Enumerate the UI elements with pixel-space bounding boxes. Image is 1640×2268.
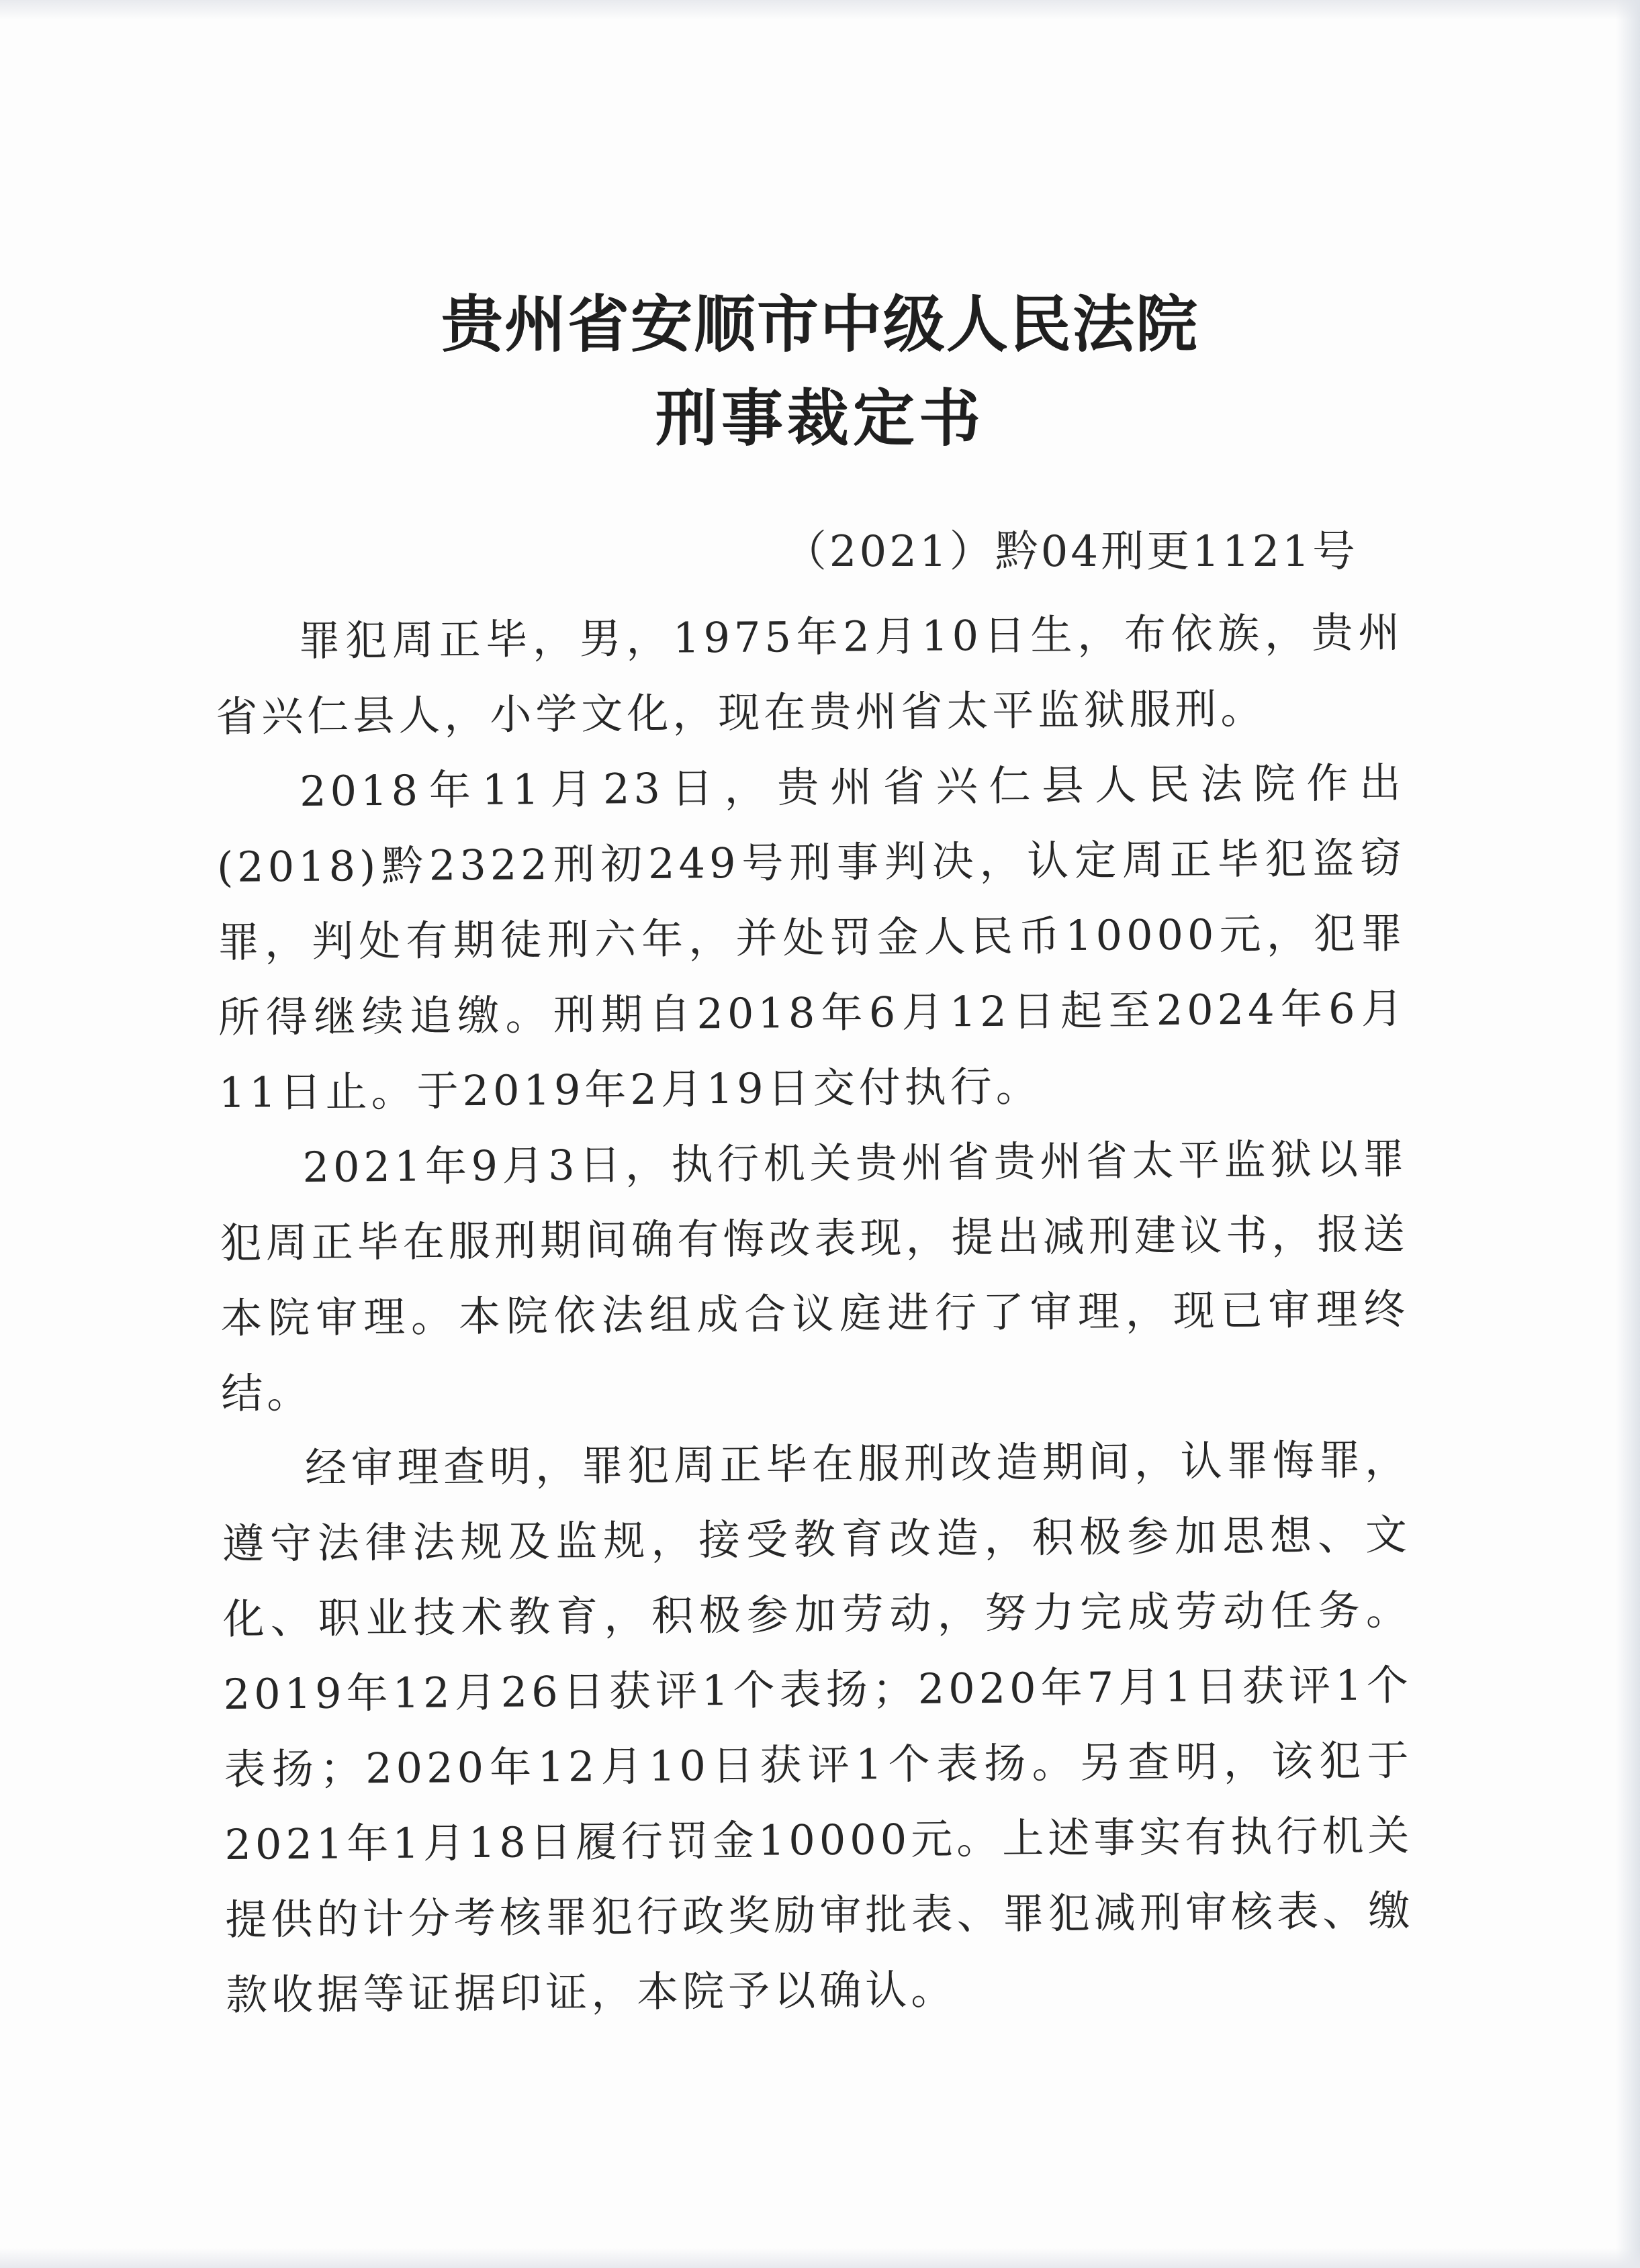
scan-edge-top	[0, 0, 1640, 20]
paragraph-original-judgment: 2018年11月23日，贵州省兴仁县人民法院作出(2018)黔2322刑初249号刑事判决，认定周正毕犯盗窃罪，判处有期徒刑六年，并处罚金人民币10000元，犯罪所得继续追缴。刑期自2018年6月12日起至2024年6月11日止。于2019年2月19日交付执行。	[216, 758, 1408, 1117]
court-name: 贵州省安顺市中级人民法院	[441, 288, 1199, 361]
case-number: （2021）黔04刑更1121号	[783, 527, 1358, 577]
paragraph-findings: 经审理查明，罪犯周正毕在服刑改造期间，认罪悔罪，遵守法律法规及监规，接受教育改造，积极参加思想、文化、职业技术教育，积极参加劳动，努力完成劳动任务。2019年12月26日获评1个表扬；2020年7月1日获评1个表扬；2020年12月10日获评1个表扬。另查明，该犯于2021年1月18日履行罚金10000元。上述事实有执行机关提供的计分考核罪犯行政奖励审批表、罪犯减刑审核表、缴款收据等证据印证，本院予以确认。	[222, 1435, 1414, 2020]
document-type: 刑事裁定书	[655, 382, 985, 455]
document-body	[215, 595, 1415, 2033]
paragraph-commutation-proposal: 2021年9月3日，执行机关贵州省贵州省太平监狱以罪犯周正毕在服刑期间确有悔改表现，提出减刑建议书，报送本院审理。本院依法组成合议庭进行了审理，现已审理终结。	[220, 1134, 1410, 1418]
paragraph-defendant-info: 罪犯周正毕，男，1975年2月10日生，布依族，贵州省兴仁县人，小学文化，现在贵州省太平监狱服刑。	[216, 608, 1404, 741]
scan-edge-bottom	[0, 2248, 1640, 2268]
